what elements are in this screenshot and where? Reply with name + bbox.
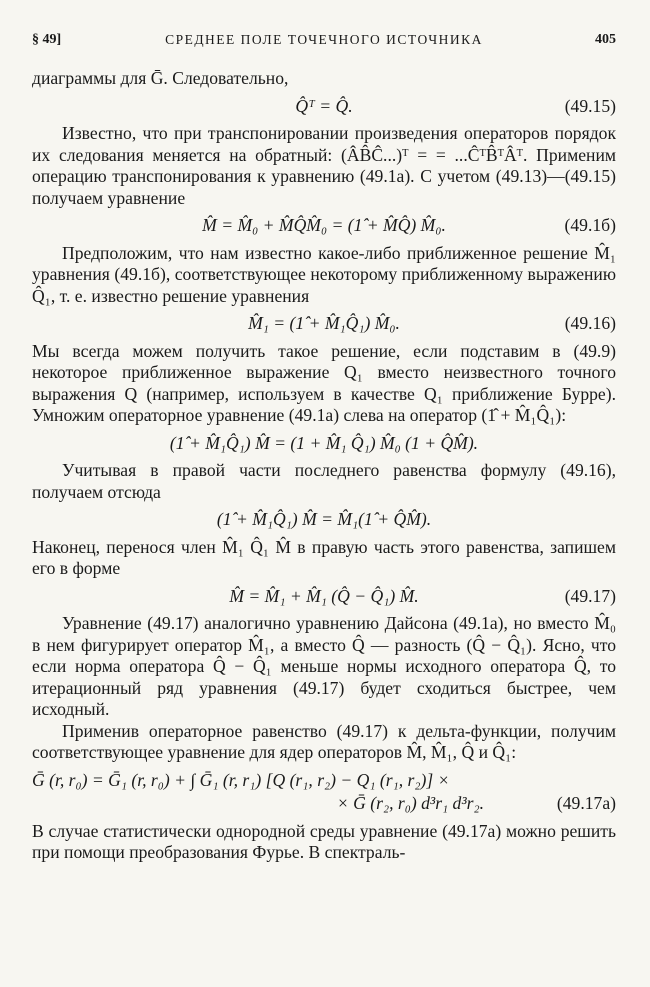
equation <box>32 96 616 118</box>
paragraph: диаграммы для Ḡ. Следовательно, <box>32 68 289 88</box>
equation-text: (1̂ + M̂₁Q̂₁) M̂ = M̂₁(1̂ + Q̂M̂). <box>216 509 432 529</box>
paragraph: Мы всегда можем получить такое решение, если подставим в (49.9) некоторое приближенное выражение Q₁ вместо неизвестного точного выражения Q (например, используем в качестве Q₁ приближение Бурре). Умножим операторное уравнение (49.1а) слева на оператор (1̂ + M̂₁Q̂₁): <box>32 340 616 425</box>
equation-text: Ḡ (r, r₀) = Ḡ₁ (r, r₀) + ∫ Ḡ₁ (r, r₁) [Q (r₁, r₂) − Q₁ (r₁, r₂)] × <box>32 769 450 790</box>
paragraph: Наконец, перенося член M̂₁ Q̂₁ M̂ в правую часть этого равенства, запишем его в форме <box>32 536 616 578</box>
page-header <box>32 32 616 52</box>
equation <box>32 433 616 455</box>
paragraph: Уравнение (49.17) аналогично уравнению Дайсона (49.1а), но вместо M̂₀ в нем фигурирует оператор M̂₁, а вместо Q̂ — разность (Q̂ − Q̂₁). Ясно, что если норма оператора Q̂ − Q̂₁ меньше нормы исходного оператора Q̂, то итерационный ряд уравнения (49.17) будет сходиться быстрее, чем исходный. <box>32 613 616 719</box>
equation <box>32 313 616 335</box>
page-number: 405 <box>595 32 616 47</box>
page-body <box>32 68 616 864</box>
paragraph: Применив операторное равенство (49.17) к дельта-функции, получим соответствующее уравнение для ядер операторов M̂, M̂₁, Q̂ и Q̂₁: <box>32 720 616 762</box>
equation-line-2 <box>32 793 616 815</box>
paragraph: Учитывая в правой части последнего равенства формулу (49.16), получаем отсюда <box>32 460 616 502</box>
equation <box>32 215 616 237</box>
equation-text: M̂ = M̂₁ + M̂₁ (Q̂ − Q̂₁) M̂. <box>229 585 419 606</box>
equation <box>32 509 616 531</box>
equation <box>32 586 616 608</box>
running-title: СРЕДНЕЕ ПОЛЕ ТОЧЕЧНОГО ИСТОЧНИКА <box>165 32 483 47</box>
paragraph: В случае статистически однородной среды уравнение (49.17а) можно решить при помощи преобразования Фурье. В спектраль- <box>32 820 616 862</box>
equation-text: × Ḡ (r₂, r₀) d³r₁ d³r₂. <box>336 793 484 813</box>
equation-number: (49.1б) <box>564 215 616 235</box>
paragraph: Предположим, что нам известно какое-либо приближенное решение M̂₁ уравнения (49.1б), соответствующее некоторому приближенному выражению Q̂₁, т. е. известно решение уравнения <box>32 242 616 306</box>
equation-line-1 <box>32 770 616 792</box>
paragraph: Известно, что при транспонировании произведения операторов порядок их следования меняется на обратный: (ÂB̂Ĉ...)ᵀ = = ...ĈᵀB̂ᵀÂᵀ. Применим операцию транспонирования к уравнению (49.1а). С учетом (49.13)—(49.15) получаем уравнение <box>32 123 616 208</box>
equation-number: (49.17) <box>564 585 616 606</box>
equation-number: (49.15) <box>564 95 616 116</box>
section-marker: § 49] <box>32 32 62 47</box>
equation-text: M̂ = M̂₀ + M̂Q̂M̂₀ = (1̂ + M̂Q̂) M̂₀. <box>202 215 446 235</box>
equation-text: M̂₁ = (1̂ + M̂₁Q̂₁) M̂₀. <box>248 313 400 333</box>
equation-text: (1̂ + M̂₁Q̂₁) M̂ = (1 + M̂₁ Q̂₁) M̂₀ (1 + Q̂M̂). <box>169 432 479 453</box>
equation-text: Q̂ᵀ = Q̂. <box>295 95 353 116</box>
equation-number: (49.16) <box>564 313 616 333</box>
equation-number: (49.17а) <box>556 793 616 813</box>
